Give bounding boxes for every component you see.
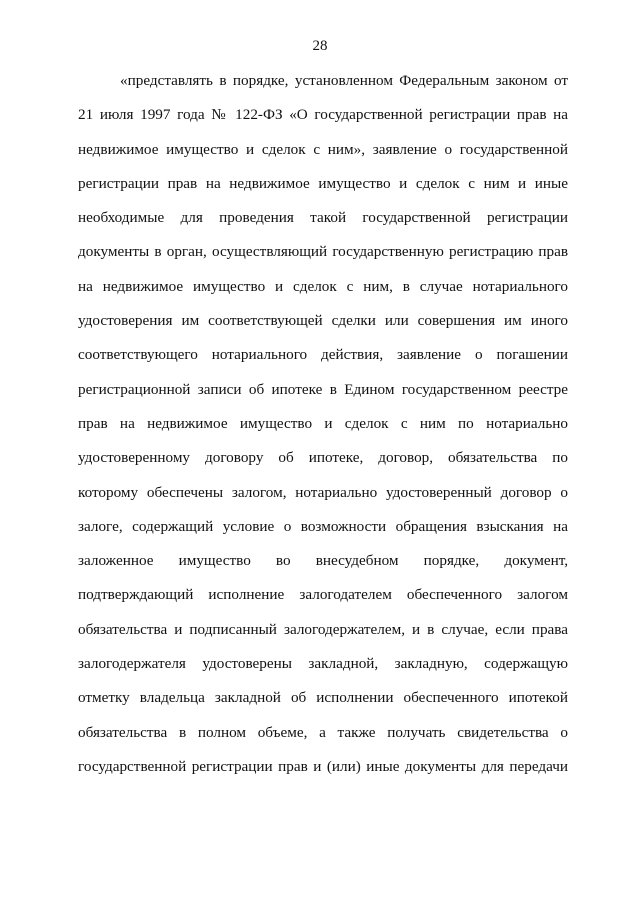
text-line: государственной регистрации прав и (или) иные документы для передачи: [78, 757, 568, 775]
text-line: удостоверенному договору об ипотеке, договор, обязательства по: [78, 449, 568, 467]
text-line: документы в орган, осуществляющий государственную регистрацию прав: [78, 243, 568, 261]
text-line: 21 июля 1997 года № 122-ФЗ «О государственной регистрации прав на: [78, 106, 568, 124]
text-line: удостоверения им соответствующей сделки или совершения им иного: [78, 312, 568, 330]
text-line: недвижимое имущество и сделок с ним», заявление о государственной: [78, 140, 568, 158]
text-line: регистрации прав на недвижимое имущество и сделок с ним и иные: [78, 174, 568, 192]
text-line: необходимые для проведения такой государственной регистрации: [78, 209, 568, 227]
text-line: отметку владельца закладной об исполнении обеспеченного ипотекой: [78, 689, 568, 707]
text-line: соответствующего нотариального действия, заявление о погашении: [78, 346, 568, 364]
text-line: залоге, содержащий условие о возможности обращения взыскания на: [78, 517, 568, 535]
text-line: на недвижимое имущество и сделок с ним, в случае нотариального: [78, 277, 568, 295]
text-line: залогодержателя удостоверены закладной, закладную, содержащую: [78, 655, 568, 673]
body-text: [78, 64, 568, 784]
text-line: регистрационной записи об ипотеке в Едином государственном реестре: [78, 380, 568, 398]
text-line: подтверждающий исполнение залогодателем обеспеченного залогом: [78, 586, 568, 604]
page-number: 28: [312, 38, 328, 54]
text-line: заложенное имущество во внесудебном порядке, документ,: [78, 552, 568, 570]
text-line: обязательства и подписанный залогодержателем, и в случае, если права: [78, 620, 568, 638]
text-line: прав на недвижимое имущество и сделок с ним по нотариально: [78, 414, 568, 432]
text-line: «представлять в порядке, установленном Федеральным законом от: [120, 72, 568, 89]
text-line: которому обеспечены залогом, нотариально удостоверенный договор о: [78, 483, 568, 501]
text-line: обязательства в полном объеме, а также получать свидетельства о: [78, 723, 568, 741]
